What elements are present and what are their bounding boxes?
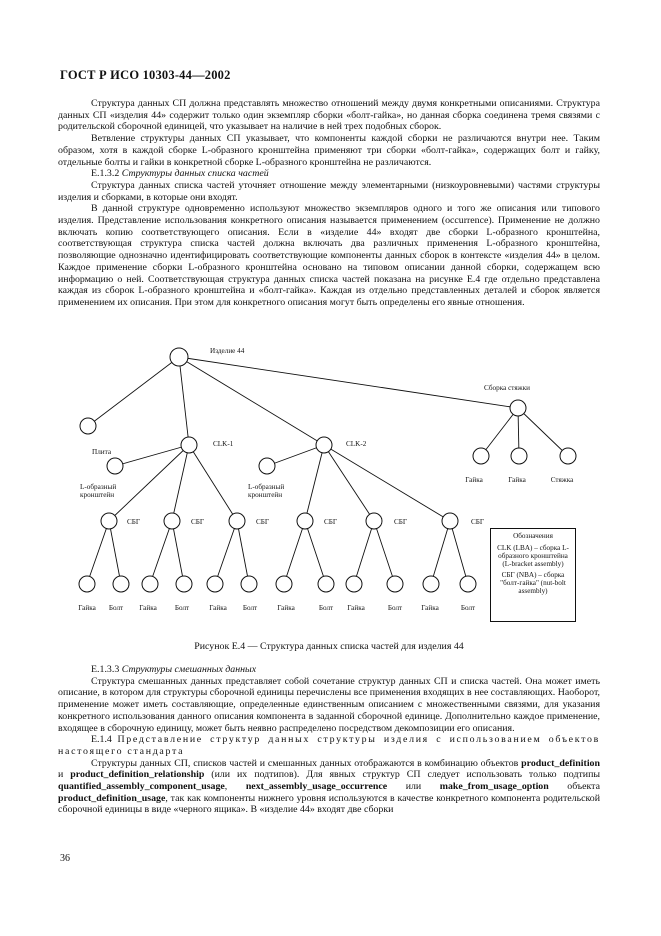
edge — [87, 521, 109, 584]
edge — [179, 357, 324, 445]
legend-box — [490, 528, 576, 622]
paragraph: В данной структуре одновременно используют множество экземпляров одного и того же описания или типового изделия. Представление использования конкретного описания называется применением (occurrence). Применение не должно включать копию соответствующего описания. Если в «изделие 44» входят две сборки L-образного кронштейна, соответствующая структура списка частей должна включать два различных применения L-образного кронштейна, позволяющие однозначно идентифицировать соответствующие компоненты данных сборок в контексте «изделия 44» в целом. Каждое применение сборки L-образного кронштейна основано на типовом описании данной сборки, содержащем всю информацию о ней. Соответствующая структура данных списка частей показана на рисунке Е.4 где отдельно представлена каждая из сборок L-образного кронштейна и «болт-гайка». Каждая из отдельно представленных деталей и сборок является применением их описания. При этом для конкретного описания могут быть определены его явные отношения. — [58, 203, 600, 308]
label-bolt: Болт — [318, 604, 334, 612]
text-block-top — [58, 98, 600, 309]
entity-name: next_assembly_usage_occurrence — [245, 781, 388, 793]
edge — [172, 521, 184, 584]
node-clk1 — [181, 437, 197, 453]
text-run: Структуры данных СП, списков частей и смешанных данных отображаются в комбинацию объектов — [91, 757, 522, 769]
label-bolt: Болт — [174, 604, 190, 612]
text-run: и — [58, 769, 71, 781]
page-number: 36 — [60, 853, 70, 864]
entity-name: product_definition_relationship — [70, 769, 205, 781]
label-nut: Гайка — [78, 604, 96, 612]
label-nut: Гайка — [421, 604, 439, 612]
label-tie: Стяжка — [550, 476, 574, 484]
text-block-bottom — [58, 664, 600, 816]
edge — [215, 521, 237, 584]
text-run: объекта — [548, 781, 600, 793]
page-header: ГОСТ Р ИСО 10303-44—2002 — [60, 68, 231, 82]
edge — [305, 445, 324, 521]
node — [101, 513, 117, 529]
paragraph: Структура данных списка частей уточняет отношение между элементарными (низкоуровневыми) частями структуры изделия и сборками, в которые они входят. — [58, 179, 600, 203]
label-plate: Плита — [92, 448, 112, 456]
label-sbg: СБГ — [394, 518, 408, 526]
entity-name: product_definition_usage — [58, 792, 166, 804]
label-bolt: Болт — [242, 604, 258, 612]
node — [442, 513, 458, 529]
edge — [179, 357, 189, 445]
label-sbg: СБГ — [471, 518, 485, 526]
legend-item-sbg: СБГ (NBA) – сборка "болт-гайка" (nut-bolt assembly) — [500, 571, 566, 595]
node — [276, 576, 292, 592]
node — [560, 448, 576, 464]
figure-tree-diagram — [58, 340, 600, 640]
label-bolt: Болт — [460, 604, 476, 612]
section-title: Представление структур данных структуры изделия с использованием объектов настоящего стандарта — [58, 734, 600, 757]
label-nut: Гайка — [209, 604, 227, 612]
label-root: Изделие 44 — [210, 347, 245, 355]
label-clk1: CLK-1 — [213, 440, 234, 448]
edge — [189, 445, 237, 521]
subsection-title: Структуры данных списка частей — [121, 168, 269, 180]
edge — [88, 357, 179, 426]
edge — [150, 521, 172, 584]
node — [113, 576, 129, 592]
node-clk2 — [316, 437, 332, 453]
label-sbg: СБГ — [256, 518, 270, 526]
node-root — [170, 348, 188, 366]
edge — [374, 521, 395, 584]
node — [176, 576, 192, 592]
paragraph — [58, 758, 600, 817]
label-nut: Гайка — [465, 476, 483, 484]
edge — [284, 521, 305, 584]
node — [241, 576, 257, 592]
node — [387, 576, 403, 592]
edge — [305, 521, 326, 584]
node — [207, 576, 223, 592]
paragraph: Структура смешанных данных представляет собой сочетание структур данных СП и списка частей. Она может иметь описание, в котором для структуры сборочной единицы перечислены все применения входящих в нее составляющих. Наоборот, применение может иметь составляющие, определенные единственным описанием с множественными связями, для указания конкретного использования данного описания компонента в заданной сборочной единице. Дополнительно каждое применение, входящее в сборочную единицу, может быть неявно распределено посредством декомпозиции его описания. — [58, 675, 600, 734]
node — [259, 458, 275, 474]
node — [297, 513, 313, 529]
label-nut: Гайка — [508, 476, 526, 484]
label-nut: Гайка — [277, 604, 295, 612]
node — [511, 448, 527, 464]
legend-item-clk: CLK (LBA) – сборка L-образного кронштейна (L-bracket assembly) — [497, 544, 569, 568]
node — [164, 513, 180, 529]
section-number: Е.1.4 — [91, 734, 112, 746]
label-nut: Гайка — [139, 604, 157, 612]
label-lbracket-1: L-образный кронштейн — [80, 483, 117, 499]
paragraph: Структура данных СП должна представлять множество отношений между двумя конкретными описаниями. Структура данных СП «изделия 44» содержит только один экземпляр сборки «болт-гайка», но данная сборка соединена тремя связями с родительской сборочной единицей, что указывает на наличие в ней трех подобных сборок. — [58, 98, 600, 133]
edge — [237, 521, 249, 584]
edge — [324, 445, 450, 521]
node — [79, 576, 95, 592]
label-sbg: СБГ — [191, 518, 205, 526]
text-run: , так как компоненты нижнего уровня используются в качестве конкретного компонента родительской сборочной единицы в виде «черного ящика». В «изделие 44» входят две сборки — [58, 792, 600, 816]
subsection-heading — [58, 168, 600, 180]
subsection-number: Е.1.3.3 — [91, 664, 120, 675]
node — [229, 513, 245, 529]
edge — [481, 408, 518, 456]
edge — [172, 445, 189, 521]
label-sbg: СБГ — [127, 518, 141, 526]
text-run: , — [224, 781, 246, 793]
subsection-number: Е.1.3.2 — [91, 168, 120, 180]
entity-name: make_from_usage_option — [439, 781, 549, 793]
edge — [267, 445, 324, 466]
label-sbg: СБГ — [324, 518, 338, 526]
edge — [518, 408, 568, 456]
label-bolt: Болт — [387, 604, 403, 612]
node — [346, 576, 362, 592]
entity-name: product_definition — [521, 757, 600, 769]
node — [473, 448, 489, 464]
edge — [431, 521, 450, 584]
label-stitch-assembly: Сборка стяжки — [484, 384, 530, 392]
edge — [324, 445, 374, 521]
label-lbracket-2: L-образный кронштейн — [248, 483, 285, 499]
node — [460, 576, 476, 592]
section-heading — [58, 734, 600, 757]
edge — [450, 521, 468, 584]
edge — [179, 357, 518, 408]
paragraph: Ветвление структуры данных СП указывает, что компоненты каждой сборки не различаются внутри нее. Таким образом, хотя в каждой сборке L-образного кронштейна применяют три сборки «болт-гайка», содержащих болт и гайку, отдельные болты и гайки в конкретной сборке L-образного кронштейна не различаются. — [58, 133, 600, 168]
edge — [354, 521, 374, 584]
subsection-title: Структуры смешанных данных — [121, 664, 257, 675]
node — [366, 513, 382, 529]
node-stitch — [510, 400, 526, 416]
node — [423, 576, 439, 592]
figure-caption: Рисунок Е.4 — Структура данных списка частей для изделия 44 — [194, 641, 464, 652]
edge — [109, 521, 121, 584]
node — [142, 576, 158, 592]
text-run: или — [387, 781, 440, 793]
subsection-heading — [58, 664, 600, 676]
label-bolt: Болт — [108, 604, 124, 612]
node — [80, 418, 96, 434]
node — [318, 576, 334, 592]
label-clk2: CLK-2 — [346, 440, 367, 448]
node — [107, 458, 123, 474]
legend-title: Обозначения — [513, 532, 553, 540]
entity-name: quantified_assembly_component_usage — [58, 781, 225, 793]
text-run: (или их подтипов). Для явных структур СП следует использовать только подтипы — [204, 769, 600, 781]
label-nut: Гайка — [347, 604, 365, 612]
